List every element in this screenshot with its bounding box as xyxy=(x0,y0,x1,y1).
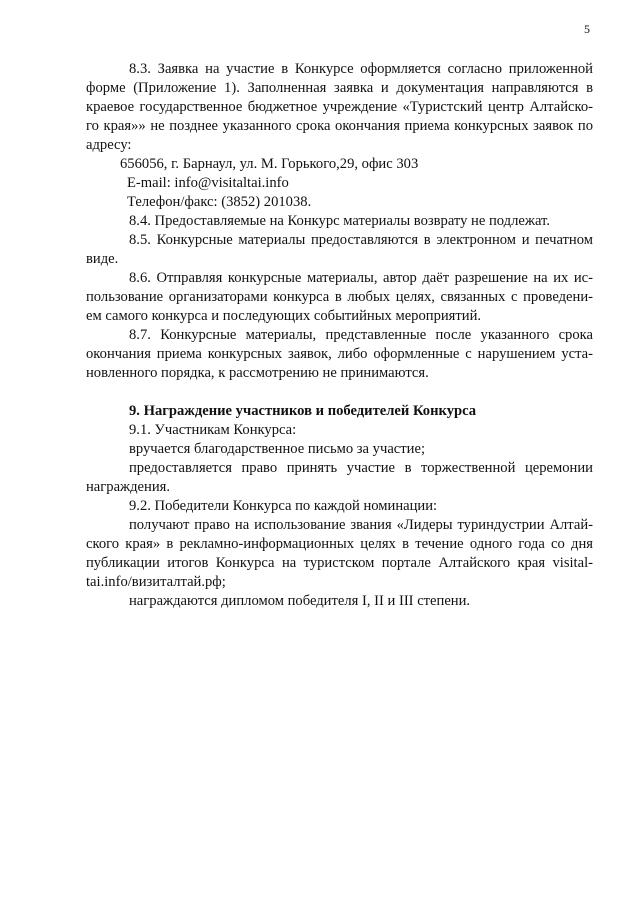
para-8-5-line-1: 8.5. Конкурсные материалы предоставляются в электронном и печатном xyxy=(129,232,593,248)
para-9-2-item-1-line-2: ского края» в рекламно-информационных целях в течение одного года со дня xyxy=(86,536,593,552)
para-9-2-item-1-line-4: tai.info/визиталтай.рф; xyxy=(86,574,226,590)
para-8-6-line-3: ем самого конкурса и последующих событийных мероприятий. xyxy=(86,308,482,324)
para-8-7-line-3: новленного порядка, к рассмотрению не принимаются. xyxy=(86,365,429,381)
email-line: E-mail: info@visitaltai.info xyxy=(127,175,289,191)
para-9-2-item-1-line-1: получают право на использование звания «Лидеры туриндустрии Алтай- xyxy=(129,517,593,533)
para-8-3-line-3: краевое государственное бюджетное учреждение «Туристский центр Алтайско- xyxy=(86,99,593,115)
para-8-3-line-5: адресу: xyxy=(86,137,132,153)
para-8-3-line-1: 8.3. Заявка на участие в Конкурсе оформляется согласно приложенной xyxy=(129,61,593,77)
page-number: 5 xyxy=(584,22,590,36)
phone-line: Телефон/факс: (3852) 201038. xyxy=(127,194,312,210)
para-8-6-line-1: 8.6. Отправляя конкурсные материалы, автор даёт разрешение на их ис- xyxy=(129,270,593,286)
para-9-1: 9.1. Участникам Конкурса: xyxy=(129,422,297,438)
para-9-2-item-2: награждаются дипломом победителя I, II и III степени. xyxy=(129,593,471,609)
para-9-2: 9.2. Победители Конкурса по каждой номинации: xyxy=(129,498,438,514)
para-9-1-item-2-line-1: предоставляется право принять участие в торжественной церемонии xyxy=(129,460,593,476)
section-9-heading: 9. Награждение участников и победителей Конкурса xyxy=(129,403,477,419)
para-8-6-line-2: пользование организаторами конкурса в любых целях, связанных с проведени- xyxy=(86,289,593,305)
para-9-1-item-1: вручается благодарственное письмо за участие; xyxy=(129,441,425,457)
address-line: 656056, г. Барнаул, ул. М. Горького,29, офис 303 xyxy=(120,156,419,172)
para-9-1-item-2-line-2: награждения. xyxy=(86,479,171,495)
para-8-3-line-2: форме (Приложение 1). Заполненная заявка и документация направляются в xyxy=(86,80,593,96)
para-8-7-line-1: 8.7. Конкурсные материалы, представленные после указанного срока xyxy=(129,327,593,343)
para-8-7-line-2: окончания приема конкурсных заявок, либо оформленные с нарушением уста- xyxy=(86,346,593,362)
para-9-2-item-1-line-3: публикации итогов Конкурса на туристском портале Алтайского края visital- xyxy=(86,555,593,571)
para-8-3-line-4: го края»» не позднее указанного срока окончания приема конкурсных заявок по xyxy=(86,118,593,134)
para-8-5-line-2: виде. xyxy=(86,251,119,267)
para-8-4: 8.4. Предоставляемые на Конкурс материалы возврату не подлежат. xyxy=(129,213,550,229)
